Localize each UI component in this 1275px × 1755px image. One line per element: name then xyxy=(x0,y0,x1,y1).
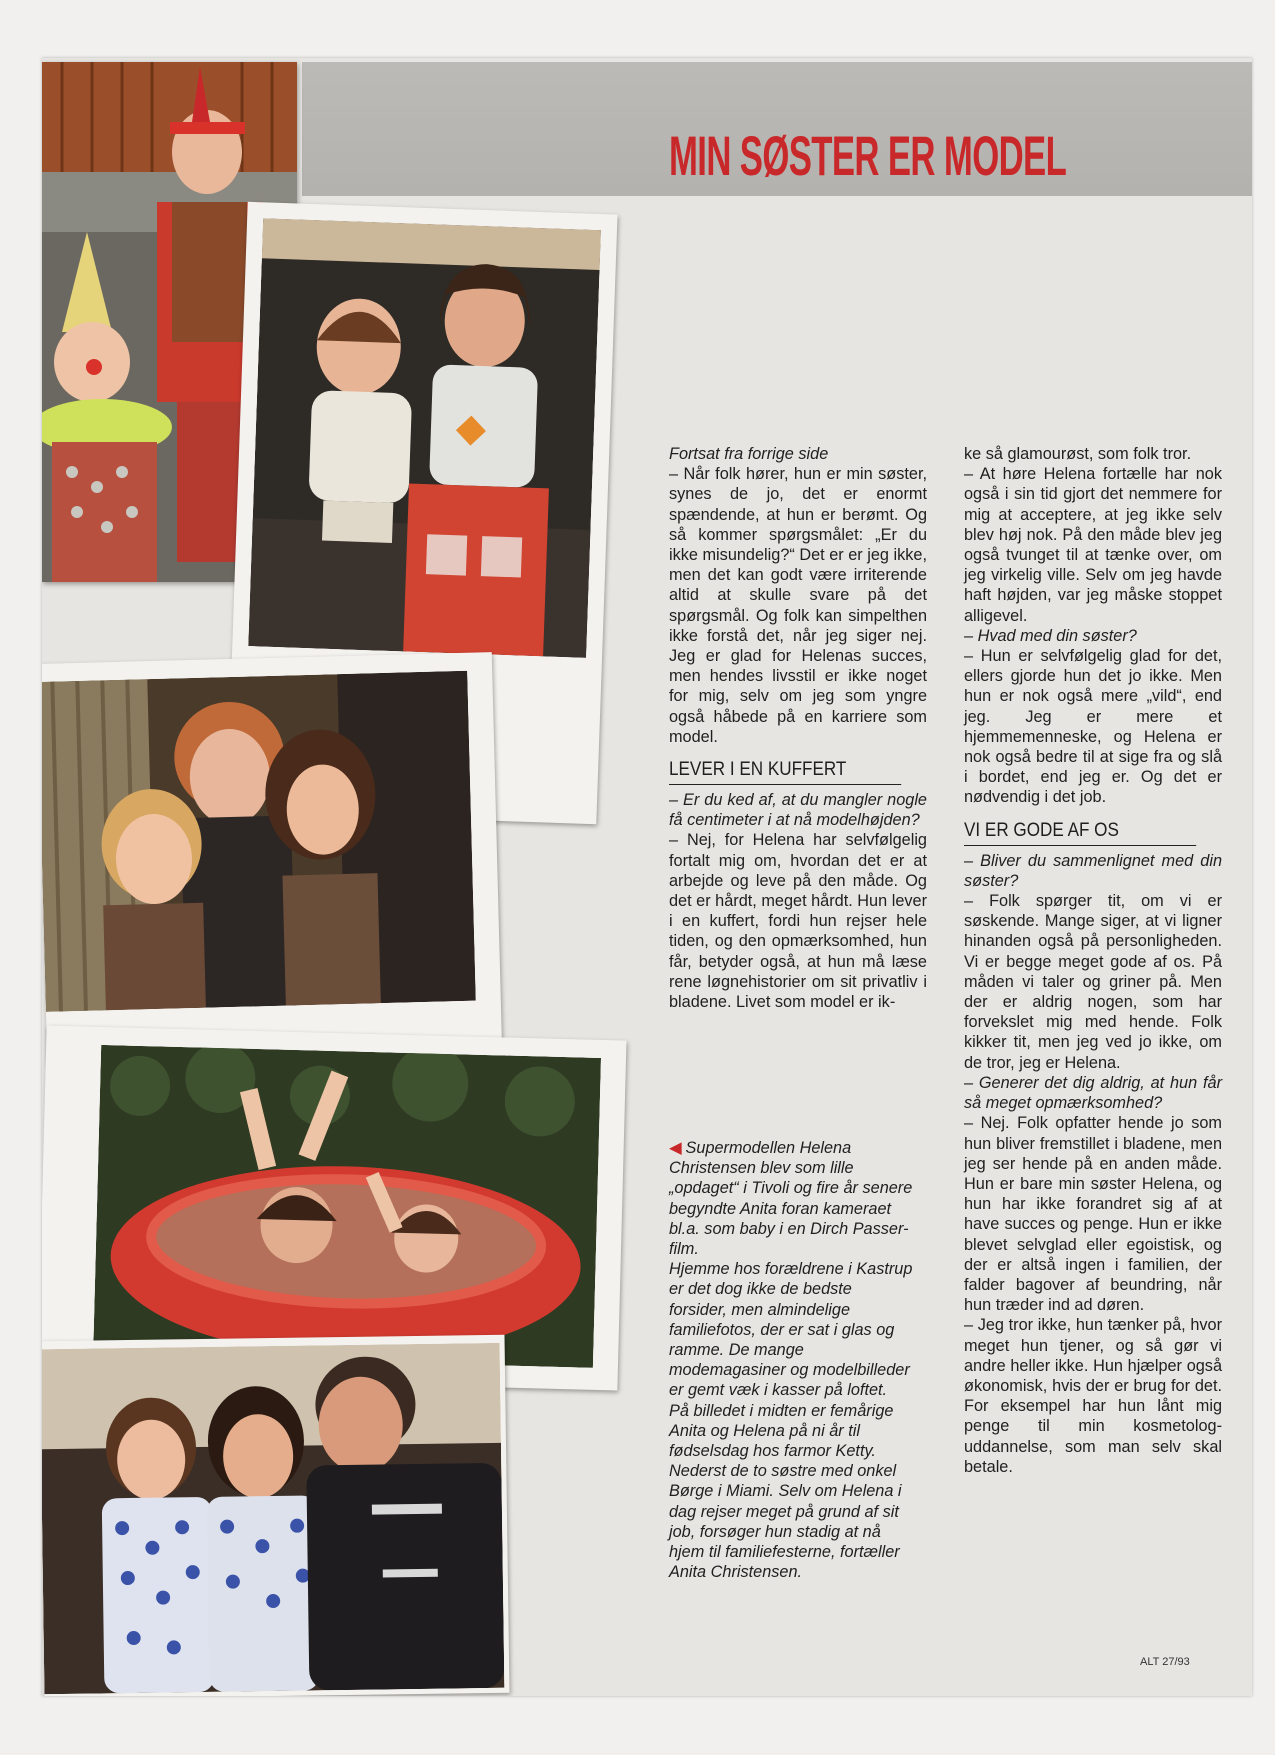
photo-family-frame xyxy=(42,652,502,1064)
caption-paragraph-1: Supermodellen Helena Christensen blev som lille „opdaget“ i Tivoli og fire år senere begyndte Anita foran kameraet bl.a. som baby i en Dirch Passer-film. xyxy=(669,1139,913,1259)
photo-pool-frame xyxy=(42,1025,626,1390)
answer-sister: – Hun er selvfølgelig glad for det, ellers gjorde hun det jo ikke. Men hun er nok også mere „vild“, end jeg. Jeg er mere et hjemmemenneske, og Helena er nok også bedre til at sige fra og slå i bordet, end jeg er. Og det er nødvendig i det job. xyxy=(964,647,1222,807)
answer-attention: – Nej. Folk opfatter hende jo som hun bliver fremstillet i bladene, men jeg ser hende på en anden måde. Hun er bare min søster Helena, og hun har ikke forandret sig af at have succes og penge. Hun er ikke blevet selvglad eller egoistisk, og der er altså ingen i familien, der falder bagover af beundring, når hun træder ind ad døren. xyxy=(964,1114,1222,1315)
intro-paragraph: – Når folk hører, hun er min søster, synes de jo, det er enormt spændende, at hun er berømt. Og så kommer spørgsmålet: „Er du ikke misundelig?“ Det er er jeg ikke, men det kan godt være irriterende altid at skulle svare på det spørgsmål. Og folk kan simpelthen ikke forstå det, når jeg siger nej. Jeg er glad for Helenas succes, men hendes livsstil er ikke noget for mig, selv om jeg som yngre også håbede på en karriere som model. xyxy=(669,465,927,746)
answer-compared: – Folk spørger tit, om vi er søskende. Mange siger, at vi ligner hinanden også på personligheden. Vi er begge meget gode af os. På måden vi taler og griner på. Men der er aldrig nogen, som har forvekslet mig med hende. Folk kikker tit, men jeg ved jo ikke, om de tror, jeg er Helena. xyxy=(964,892,1222,1072)
answer-height: – Nej, for Helena har selvfølgelig fortalt mig om, hvordan det er at arbejde og leve på den måde. Og det er hårdt, meget hårdt. Hun lever i en kuffert, fordi hun rejser hele tiden, og den opmærksomhed, hun får, betyder også, at hun må læse rene løgnehistorier om sit privatliv i bladene. Livet som model er ik- xyxy=(669,831,927,1012)
photo-birthday-with-grandmother xyxy=(42,671,476,1012)
section-heading-suitcase: LEVER I EN KUFFERT xyxy=(669,759,901,785)
article-title: MIN SØSTER ER MODEL xyxy=(669,124,1067,187)
magazine-page xyxy=(42,58,1252,1696)
caption-paragraph-4: Nederst de to søstre med onkel Børge i Miami. Selv om Helena i dag rejser meget på grund af sit job, forsøger hun stadig at nå hjem til familiefesterne, fortæller Anita Christensen. xyxy=(669,1462,902,1582)
caption-arrow-icon: ◀ xyxy=(669,1139,682,1157)
photo-sisters-with-uncle xyxy=(42,1343,504,1694)
caption-paragraph-3: På billedet i midten er femårige Anita og Helena på ni år til fødselsdag hos farmor Ketty. xyxy=(669,1401,894,1461)
caption-paragraph-2: Hjemme hos forældrene i Kastrup er det dog ikke de bedste forsider, men almindelige familiefotos, der er sat i glas og ramme. De mange modemagasiner og modelbilleder er gemt væk i kasser på loftet. xyxy=(669,1260,913,1400)
question-sister: – Hvad med din søster? xyxy=(964,626,1137,645)
photo-caption xyxy=(669,1138,914,1582)
issue-footer: ALT 27/93 xyxy=(1140,1656,1190,1668)
paragraph-acceptance: – At høre Helena fortælle har nok også i sin tid gjort det nemmere for mig at acceptere, at jeg ikke selv blev høj nok. På den måde blev jeg også tvunget til at tænke over, om jeg virkelig ville. Selv om jeg havde haft højden, var jeg måske stoppet alligevel. xyxy=(964,465,1222,625)
article-column-left xyxy=(669,444,927,1012)
section-heading-good: VI ER GODE AF OS xyxy=(964,820,1196,846)
photo-sisters-on-sofa xyxy=(248,218,601,658)
article-column-right xyxy=(964,444,1222,1477)
question-height: – Er du ked af, at du mangler nogle få centimeter i at nå modelhøjden? xyxy=(669,791,927,830)
photo-sisters-in-paddling-pool xyxy=(93,1045,601,1368)
question-compared: – Bliver du sammenlignet med din søster? xyxy=(964,851,1222,890)
continued-paragraph: ke så glamourøst, som folk tror. xyxy=(964,445,1192,463)
answer-money: – Jeg tror ikke, hun tænker på, hvor meget hun tjener, og så gør vi andre heller ikke. Hun hjælper også økonomisk, hvis der er brug for det. For eksempel har hun lånt mig penge til min kosmetolog-uddannelse, som man selv skal betale. xyxy=(964,1316,1222,1476)
photo-uncle-frame xyxy=(42,1335,509,1696)
question-attention: – Generer det dig aldrig, at hun får så meget opmærksomhed? xyxy=(964,1073,1222,1113)
continued-note: Fortsat fra forrige side xyxy=(669,445,829,463)
